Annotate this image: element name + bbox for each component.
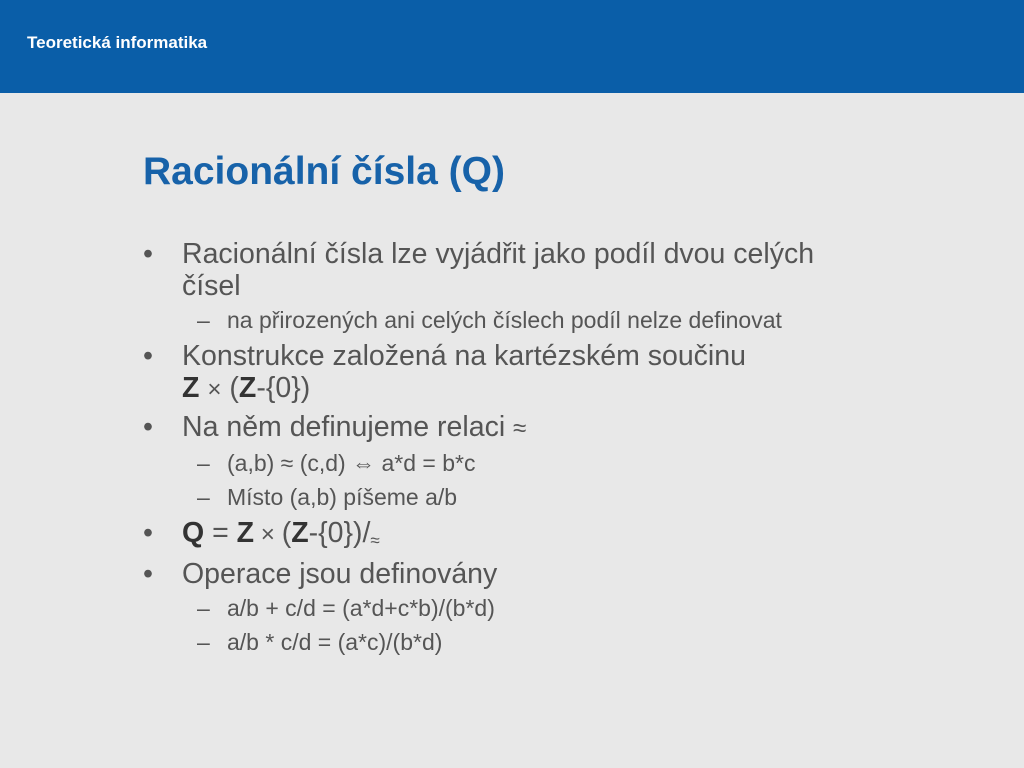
dash-marker: – xyxy=(197,307,210,333)
bullet-marker: • xyxy=(143,517,153,549)
set-q: Q xyxy=(182,517,205,549)
set-rest: -{0}) xyxy=(256,372,311,404)
bullet-item xyxy=(143,558,963,590)
header-bar xyxy=(0,0,1024,93)
sub-bullet-item xyxy=(143,628,963,656)
paren-open: ( xyxy=(281,517,292,549)
bullet-list xyxy=(143,238,963,662)
sub-bullet-item xyxy=(143,449,963,477)
bullet-marker: • xyxy=(143,340,153,372)
dash-marker: – xyxy=(197,629,210,655)
bullet-text: Konstrukce založená na kartézském součinu xyxy=(182,340,746,372)
dash-marker: – xyxy=(197,595,210,621)
bullet-text: Na něm definujeme relaci xyxy=(182,411,514,443)
set-z: Z xyxy=(236,517,255,549)
bullet-item xyxy=(143,340,963,406)
sub-bullet-text: (a,b) ≈ (c,d) ⇔ a*d = b*c xyxy=(227,450,476,476)
course-title: Teoretická informatika xyxy=(27,33,208,52)
sub-bullet-text: a/b * c/d = (a*c)/(b*d) xyxy=(227,629,443,655)
sub-bullet-item xyxy=(143,483,963,511)
bullet-item xyxy=(143,411,963,445)
sub-bullet-item xyxy=(143,306,963,334)
paren-open: ( xyxy=(221,372,239,404)
bullet-text: Operace jsou definovány xyxy=(182,558,498,590)
set-z: Z xyxy=(182,372,200,404)
bullet-marker: • xyxy=(143,411,153,443)
set-rest: -{0})/ xyxy=(308,517,371,549)
times-symbol: × xyxy=(254,521,282,548)
equals-symbol: = xyxy=(204,517,237,549)
times-symbol: × xyxy=(207,376,222,403)
dash-marker: – xyxy=(197,450,210,476)
bullet-marker: • xyxy=(143,558,153,590)
bullet-item xyxy=(143,238,963,302)
sub-bullet-text: Místo (a,b) píšeme a/b xyxy=(227,484,458,510)
approx-symbol: ≈ xyxy=(513,415,527,442)
slide-title: Racionální čísla (Q) xyxy=(143,150,505,193)
approx-subscript: ≈ xyxy=(370,531,380,551)
set-z: Z xyxy=(238,372,257,404)
sub-bullet-text: na přirozených ani celých číslech podíl nelze definovat xyxy=(227,307,782,333)
sub-bullet-item xyxy=(143,594,963,622)
set-z: Z xyxy=(291,517,309,549)
dash-marker: – xyxy=(197,484,210,510)
bullet-text-cont: čísel xyxy=(182,270,241,302)
bullet-item xyxy=(143,517,963,553)
bullet-text: Racionální čísla lze vyjádřit jako podíl dvou celých xyxy=(182,238,815,270)
bullet-marker: • xyxy=(143,238,153,270)
sub-bullet-text: a/b + c/d = (a*d+c*b)/(b*d) xyxy=(227,595,495,621)
